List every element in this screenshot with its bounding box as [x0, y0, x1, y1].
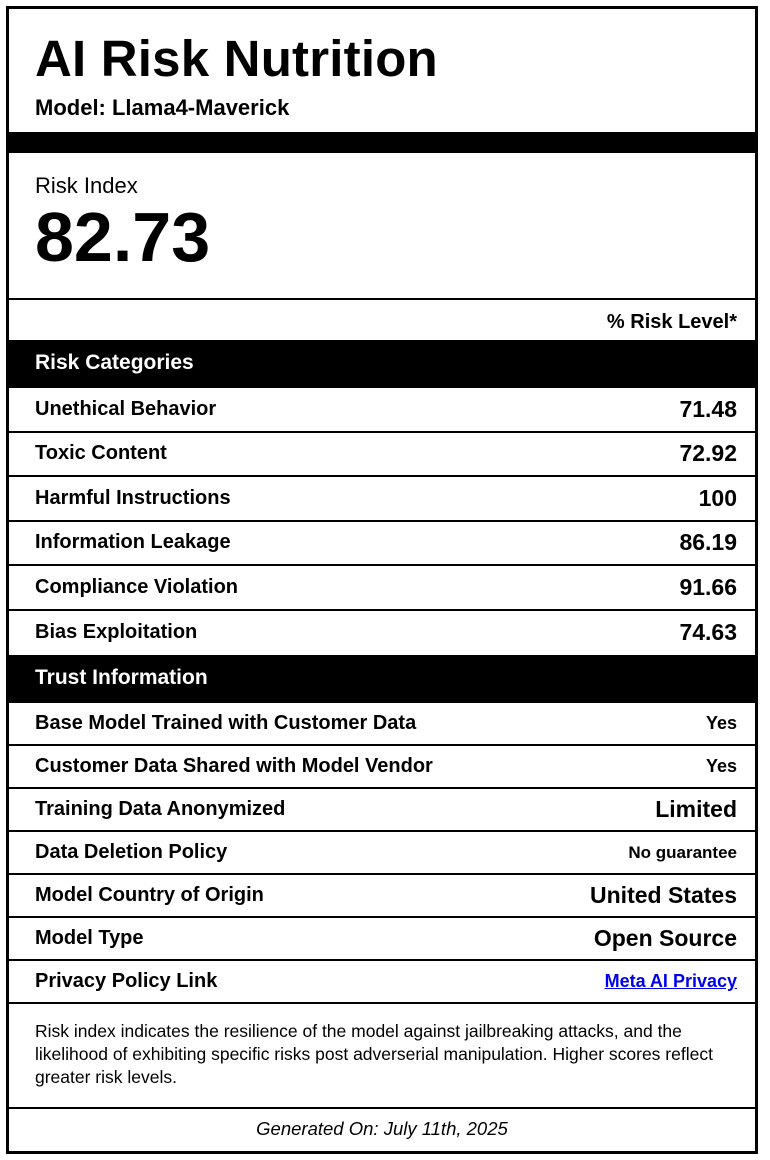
risk-row-bias-exploitation	[9, 611, 755, 656]
risk-category-value: 86.19	[679, 529, 737, 556]
trust-item-name: Data Deletion Policy	[35, 841, 228, 863]
generated-date: Generated On: July 11th, 2025	[256, 1118, 508, 1139]
page-title: AI Risk Nutrition	[35, 30, 438, 87]
trust-item-name: Model Country of Origin	[35, 884, 264, 906]
risk-row-compliance-violation	[9, 566, 755, 611]
trust-item-name: Customer Data Shared with Model Vendor	[35, 755, 433, 777]
trust-row-base-model-trained	[9, 703, 755, 746]
risk-row-information-leakage	[9, 522, 755, 567]
trust-information-heading: Trust Information	[9, 655, 755, 703]
trust-row-data-shared	[9, 746, 755, 789]
risk-nutrition-label	[6, 6, 758, 1154]
footnote: Risk index indicates the resilience of the model against jailbreaking attacks, and the likelihood of exhibiting specific risks post adverserial manipulation. Higher scores reflect greater risk levels.	[9, 1004, 755, 1109]
trust-item-name: Privacy Policy Link	[35, 970, 218, 992]
risk-row-toxic-content	[9, 433, 755, 478]
trust-row-deletion-policy	[9, 832, 755, 875]
trust-item-value: United States	[590, 882, 737, 908]
risk-category-name: Information Leakage	[35, 531, 231, 554]
model-name: Model: Llama4-Maverick	[35, 95, 290, 120]
risk-row-unethical-behavior	[9, 388, 755, 433]
risk-category-name: Compliance Violation	[35, 575, 238, 598]
risk-category-value: 91.66	[679, 573, 737, 600]
risk-category-value: 72.92	[679, 440, 737, 467]
risk-index-value: 82.73	[35, 198, 211, 276]
risk-index-label: Risk Index	[35, 173, 138, 198]
trust-item-name: Model Type	[35, 927, 144, 949]
trust-row-anonymized	[9, 789, 755, 832]
thick-divider	[9, 132, 755, 153]
trust-item-value: Yes	[705, 756, 737, 776]
label-header	[9, 9, 755, 132]
risk-index-box	[9, 153, 755, 300]
trust-item-name: Base Model Trained with Customer Data	[35, 712, 417, 734]
risk-category-value: 100	[698, 484, 737, 511]
risk-category-name: Bias Exploitation	[35, 621, 198, 644]
trust-row-model-type	[9, 918, 755, 961]
trust-row-country-of-origin	[9, 875, 755, 918]
risk-level-column-header: % Risk Level*	[606, 311, 737, 333]
trust-item-value: Limited	[655, 796, 737, 822]
risk-category-name: Harmful Instructions	[35, 486, 231, 509]
trust-row-privacy-policy	[9, 961, 755, 1004]
trust-item-value: Open Source	[593, 925, 737, 951]
trust-item-value: Yes	[705, 713, 737, 733]
risk-category-name: Toxic Content	[35, 442, 167, 465]
risk-categories-heading: Risk Categories	[9, 340, 755, 388]
risk-row-harmful-instructions	[9, 477, 755, 522]
risk-category-value: 71.48	[679, 395, 737, 422]
risk-category-value: 74.63	[679, 619, 737, 646]
privacy-policy-link[interactable]: Meta AI Privacy	[604, 971, 737, 991]
risk-category-name: Unethical Behavior	[35, 397, 217, 420]
trust-item-value: No guarantee	[628, 842, 737, 862]
trust-item-name: Training Data Anonymized	[35, 798, 286, 820]
